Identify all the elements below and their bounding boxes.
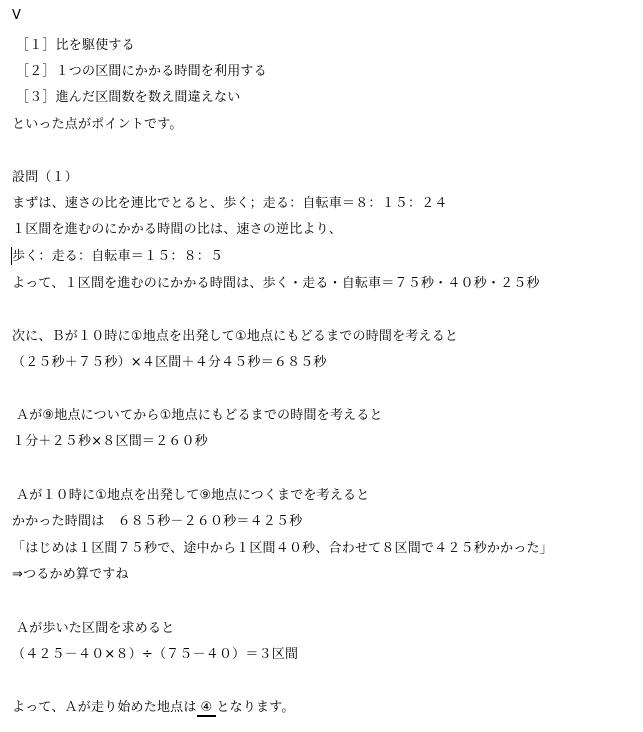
- final-answer-suffix: となります。: [216, 700, 295, 715]
- time-ratio-line: 歩く：走る：自転車＝１５：８：５: [12, 249, 224, 264]
- a-outbound-calc: かかった時間は ６８５秒－２６０秒＝４２５秒: [12, 514, 303, 529]
- tsurukame-note: ⇒つるかめ算ですね: [12, 567, 129, 582]
- a-return-intro: Ａが⑨地点についてから①地点にもどるまでの時間を考えると: [16, 408, 383, 423]
- point-item-3: ［３］進んだ区間数を数え間違えない: [16, 90, 241, 105]
- a-return-calc: １分＋２５秒×８区間＝２６０秒: [12, 434, 208, 449]
- a-outbound-intro: Ａが１０時に①地点を出発して⑨地点につくまでを考えると: [16, 488, 370, 503]
- final-answer-prefix: よって、Ａが走り始めた地点は: [12, 700, 197, 715]
- speed-ratio-line: まずは、速さの比を連比でとると、歩く；走る：自転車＝８：１５：２４: [12, 196, 448, 211]
- time-ratio-intro: １区間を進むのにかかる時間の比は、速さの逆比より、: [12, 222, 343, 237]
- time-per-section-line: よって、１区間を進むのにかかる時間は、歩く・走る・自転車＝７５秒・４０秒・２５秒: [12, 276, 540, 291]
- final-answer-line: [12, 700, 295, 717]
- b-round-trip-calc: （２５秒＋７５秒）×４区間＋４分４５秒＝６８５秒: [12, 355, 327, 370]
- section-label: V: [12, 8, 22, 23]
- walked-sections-calc: （４２５－４０×８）÷（７５－４０）＝３区間: [12, 647, 299, 662]
- walked-sections-intro: Ａが歩いた区間を求めると: [16, 621, 175, 636]
- points-summary: といった点がポイントです。: [12, 117, 183, 132]
- final-answer-value: ④: [197, 701, 217, 717]
- b-round-trip-intro: 次に、Ｂが１０時に①地点を出発して①地点にもどるまでの時間を考えると: [12, 329, 459, 344]
- point-item-1: ［１］比を駆使する: [16, 38, 135, 53]
- tsurukame-statement: 「はじめは１区間７５秒で、途中から１区間４０秒、合わせて８区間で４２５秒かかった」: [12, 541, 553, 556]
- question-heading: 設問（１）: [12, 170, 79, 185]
- point-item-2: ［２］１つの区間にかかる時間を利用する: [16, 64, 267, 79]
